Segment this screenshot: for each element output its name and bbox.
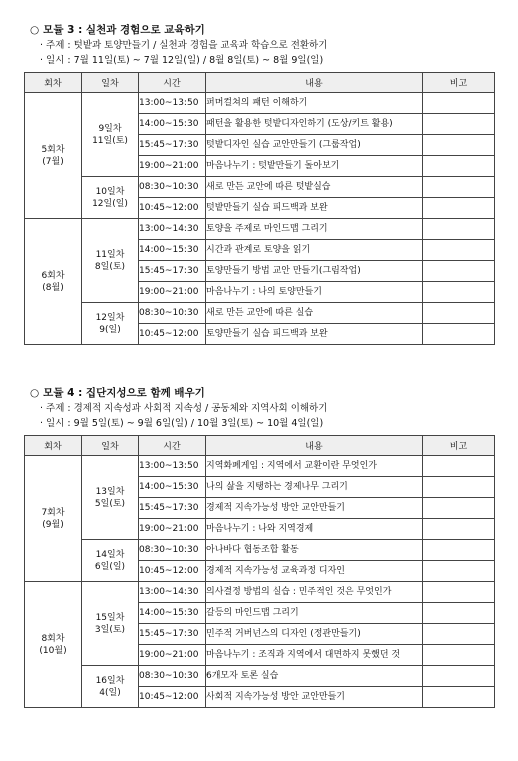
table-header-row xyxy=(25,436,495,456)
time-cell: 14:00~15:30 xyxy=(139,477,206,498)
table-row xyxy=(25,582,495,603)
table-row xyxy=(25,456,495,477)
table-row xyxy=(25,93,495,114)
header-day: 일차 xyxy=(82,436,139,456)
note-cell xyxy=(423,519,495,540)
content-cell: 마음나누기 : 조직과 지역에서 대면하지 못했던 것 xyxy=(206,645,423,666)
module-4-theme: · 주제 : 경제적 지속성과 사회적 지속성 / 공동체와 지역사회 이해하기 xyxy=(40,403,328,414)
day-cell: 15일차 3일(토) xyxy=(82,582,139,666)
time-cell: 08:30~10:30 xyxy=(139,540,206,561)
time-cell: 15:45~17:30 xyxy=(139,624,206,645)
note-cell xyxy=(423,219,495,240)
module-4-title-text: 모듈 4 : 집단지성으로 함께 배우기 xyxy=(43,387,205,399)
time-cell: 14:00~15:30 xyxy=(139,114,206,135)
module-4-section xyxy=(24,385,494,708)
day-cell: 12일차 9(일) xyxy=(82,303,139,345)
header-note: 비고 xyxy=(423,73,495,93)
table-row xyxy=(25,303,495,324)
header-content: 내용 xyxy=(206,436,423,456)
time-cell: 13:00~13:50 xyxy=(139,93,206,114)
content-cell: 텃밭디자인 실습 교안만들기 (그룹작업) xyxy=(206,135,423,156)
time-cell: 19:00~21:00 xyxy=(139,519,206,540)
header-time: 시간 xyxy=(139,436,206,456)
round-cell: 8회차 (10월) xyxy=(25,582,82,708)
note-cell xyxy=(423,303,495,324)
time-cell: 10:45~12:00 xyxy=(139,198,206,219)
module-3-schedule-table xyxy=(24,72,495,345)
content-cell: 나의 삶을 지탱하는 경제나무 그리기 xyxy=(206,477,423,498)
note-cell xyxy=(423,645,495,666)
time-cell: 15:45~17:30 xyxy=(139,498,206,519)
module-4-schedule-table xyxy=(24,435,495,708)
content-cell: 새로 만든 교안에 따른 실습 xyxy=(206,303,423,324)
time-cell: 19:00~21:00 xyxy=(139,645,206,666)
time-cell: 08:30~10:30 xyxy=(139,303,206,324)
module-4-title xyxy=(30,385,494,401)
note-cell xyxy=(423,540,495,561)
note-cell xyxy=(423,156,495,177)
content-cell: 마음나누기 : 나와 지역경제 xyxy=(206,519,423,540)
header-day: 일차 xyxy=(82,73,139,93)
time-cell: 10:45~12:00 xyxy=(139,324,206,345)
time-cell: 08:30~10:30 xyxy=(139,177,206,198)
content-cell: 마음나누기 : 텃밭만들기 돌아보기 xyxy=(206,156,423,177)
table-header-row xyxy=(25,73,495,93)
content-cell: 퍼머컬쳐의 패턴 이해하기 xyxy=(206,93,423,114)
time-cell: 15:45~17:30 xyxy=(139,135,206,156)
time-cell: 15:45~17:30 xyxy=(139,261,206,282)
circle-bullet-icon: ○ xyxy=(30,24,40,36)
day-cell: 14일차 6일(일) xyxy=(82,540,139,582)
time-cell: 14:00~15:30 xyxy=(139,603,206,624)
content-cell: 민주적 거버넌스의 디자인 (정관만들기) xyxy=(206,624,423,645)
header-note: 비고 xyxy=(423,436,495,456)
time-cell: 13:00~14:30 xyxy=(139,582,206,603)
note-cell xyxy=(423,135,495,156)
content-cell: 토양을 주제로 마인드맵 그리기 xyxy=(206,219,423,240)
round-cell: 7회차 (9월) xyxy=(25,456,82,582)
module-3-title-text: 모듈 3 : 실천과 경험으로 교육하기 xyxy=(43,24,205,36)
content-cell: 아나바다 협동조합 활동 xyxy=(206,540,423,561)
day-cell: 9일차 11일(토) xyxy=(82,93,139,177)
table-row xyxy=(25,177,495,198)
day-cell: 16일차 4(일) xyxy=(82,666,139,708)
module-4-date: · 일시 : 9월 5일(토) ~ 9월 6일(일) / 10월 3일(토) ~ 10월 4일(일) xyxy=(40,418,324,429)
note-cell xyxy=(423,687,495,708)
note-cell xyxy=(423,582,495,603)
module-3-section xyxy=(24,22,494,345)
content-cell: 마음나누기 : 나의 토양만들기 xyxy=(206,282,423,303)
time-cell: 13:00~13:50 xyxy=(139,456,206,477)
note-cell xyxy=(423,261,495,282)
content-cell: 의사결정 방법의 실습 : 민주적인 것은 무엇인가 xyxy=(206,582,423,603)
table-row xyxy=(25,666,495,687)
table-row xyxy=(25,219,495,240)
table-row xyxy=(25,540,495,561)
note-cell xyxy=(423,282,495,303)
module-3-theme: · 주제 : 텃밭과 토양만들기 / 실천과 경험을 교육과 학습으로 전환하기 xyxy=(40,40,328,51)
note-cell xyxy=(423,624,495,645)
content-cell: 경제적 지속가능성 방안 교안만들기 xyxy=(206,498,423,519)
header-round: 회차 xyxy=(25,436,82,456)
content-cell: 토양만들기 방법 교안 만들기(그림작업) xyxy=(206,261,423,282)
note-cell xyxy=(423,456,495,477)
content-cell: 사회적 지속가능성 방안 교안만들기 xyxy=(206,687,423,708)
content-cell: 패턴을 활용한 텃밭디자인하기 (도상/키트 활용) xyxy=(206,114,423,135)
note-cell xyxy=(423,240,495,261)
content-cell: 토양만들기 실습 피드백과 보완 xyxy=(206,324,423,345)
round-cell: 5회차 (7월) xyxy=(25,93,82,219)
note-cell xyxy=(423,114,495,135)
round-cell: 6회차 (8월) xyxy=(25,219,82,345)
time-cell: 14:00~15:30 xyxy=(139,240,206,261)
note-cell xyxy=(423,324,495,345)
content-cell: 경제적 지속가능성 교육과정 디자인 xyxy=(206,561,423,582)
content-cell: 텃밭만들기 실습 피드백과 보완 xyxy=(206,198,423,219)
content-cell: 새로 만든 교안에 따른 텃밭실습 xyxy=(206,177,423,198)
content-cell: 6개모자 토론 실습 xyxy=(206,666,423,687)
time-cell: 19:00~21:00 xyxy=(139,156,206,177)
module-3-date: · 일시 : 7월 11일(토) ~ 7월 12일(일) / 8월 8일(토) ~ 8월 9일(일) xyxy=(40,55,324,66)
module-3-title xyxy=(30,22,494,38)
day-cell: 10일차 12일(일) xyxy=(82,177,139,219)
note-cell xyxy=(423,198,495,219)
content-cell: 시간과 관계로 토양을 읽기 xyxy=(206,240,423,261)
circle-bullet-icon: ○ xyxy=(30,387,40,399)
header-time: 시간 xyxy=(139,73,206,93)
header-content: 내용 xyxy=(206,73,423,93)
note-cell xyxy=(423,498,495,519)
note-cell xyxy=(423,666,495,687)
note-cell xyxy=(423,177,495,198)
time-cell: 10:45~12:00 xyxy=(139,561,206,582)
note-cell xyxy=(423,561,495,582)
note-cell xyxy=(423,477,495,498)
time-cell: 08:30~10:30 xyxy=(139,666,206,687)
content-cell: 지역화폐게임 : 지역에서 교환이란 무엇인가 xyxy=(206,456,423,477)
time-cell: 13:00~14:30 xyxy=(139,219,206,240)
day-cell: 13일차 5일(토) xyxy=(82,456,139,540)
header-round: 회차 xyxy=(25,73,82,93)
time-cell: 10:45~12:00 xyxy=(139,687,206,708)
note-cell xyxy=(423,93,495,114)
note-cell xyxy=(423,603,495,624)
time-cell: 19:00~21:00 xyxy=(139,282,206,303)
day-cell: 11일차 8일(토) xyxy=(82,219,139,303)
content-cell: 갈등의 마인드맵 그리기 xyxy=(206,603,423,624)
